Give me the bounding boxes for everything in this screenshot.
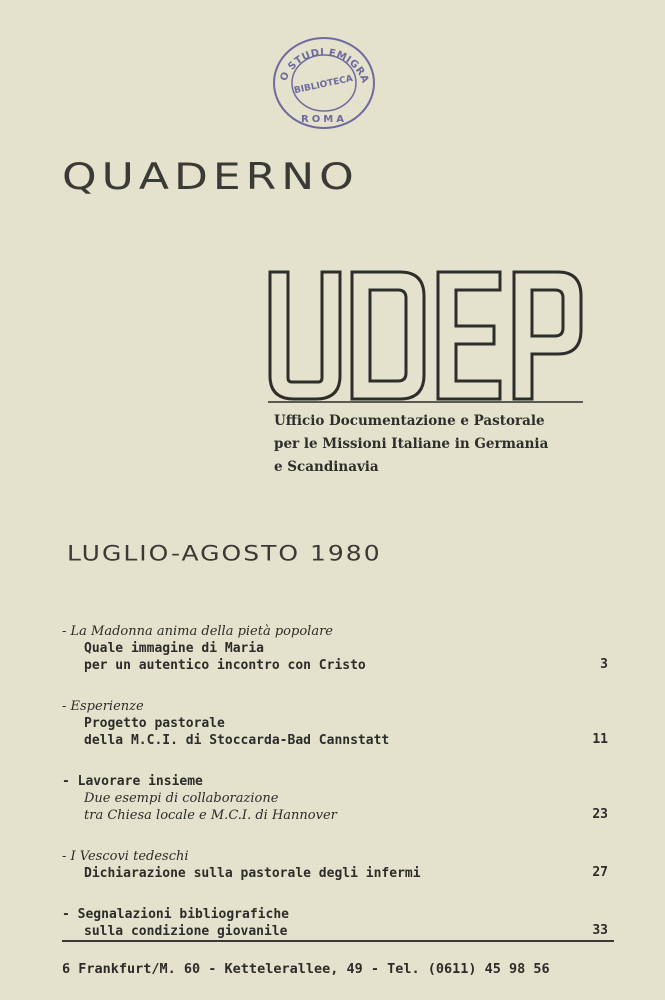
logo-letter-u (270, 272, 340, 399)
subtitle-line: per le Missioni Italiane in Germania (274, 436, 549, 452)
toc-entry-line: per un autentico incontro con Cristo (84, 658, 366, 673)
toc-entry-heading: - Lavorare insieme (62, 774, 203, 789)
toc-entry (62, 623, 622, 674)
toc-entry-line: Dichiarazione sulla pastorale degli infermi (84, 866, 421, 881)
logo-letter-p (514, 272, 581, 399)
toc-entry-line: sulla condizione giovanile (84, 924, 288, 939)
footer-divider (62, 940, 614, 942)
office-subtitle (274, 410, 614, 479)
stamp-center-text: BIBLIOTECA (293, 73, 354, 97)
logo-letter-d (352, 272, 424, 399)
toc-entry-line: Due esempi di collaborazione (84, 791, 279, 806)
toc-page-number: 11 (592, 732, 608, 747)
issue-date: LUGLIO-AGOSTO 1980 (67, 541, 382, 566)
toc-entry-heading: - Segnalazioni bibliografiche (62, 907, 289, 922)
library-stamp-graphic (269, 33, 379, 131)
toc-page-number: 23 (592, 807, 608, 822)
library-stamp (269, 33, 379, 131)
toc-entry (62, 773, 622, 824)
toc-page-number: 27 (592, 865, 608, 880)
logo-letter-e (438, 272, 500, 399)
toc-page-number: 33 (592, 923, 608, 938)
udep-logo (268, 268, 583, 403)
toc-entry-heading: - La Madonna anima della pietà popolare (62, 624, 333, 639)
toc-entry (62, 698, 622, 749)
toc-entry-heading: - I Vescovi tedeschi (62, 849, 189, 864)
toc-entry (62, 848, 622, 882)
toc-entry (62, 906, 622, 940)
toc-entry-line: Progetto pastorale (84, 716, 225, 731)
toc-entry-line: della M.C.I. di Stoccarda-Bad Cannstatt (84, 733, 390, 748)
toc-entry-line: Quale immagine di Maria (84, 641, 265, 656)
subtitle-line: e Scandinavia (274, 459, 379, 475)
toc-entry-heading: - Esperienze (62, 699, 144, 714)
subtitle-line: Ufficio Documentazione e Pastorale (274, 413, 545, 429)
quaderno-heading: QUADERNO (62, 156, 359, 198)
toc-entry-line: tra Chiesa locale e M.C.I. di Hannover (84, 808, 337, 823)
stamp-ring-text: O STUDI EMIGRA (278, 47, 371, 86)
toc-page-number: 3 (600, 657, 608, 672)
table-of-contents (62, 623, 622, 940)
address-footer: 6 Frankfurt/M. 60 - Kettelerallee, 49 - Tel. (0611) 45 98 56 (62, 961, 550, 977)
stamp-bottom-text: ROMA (301, 114, 347, 125)
